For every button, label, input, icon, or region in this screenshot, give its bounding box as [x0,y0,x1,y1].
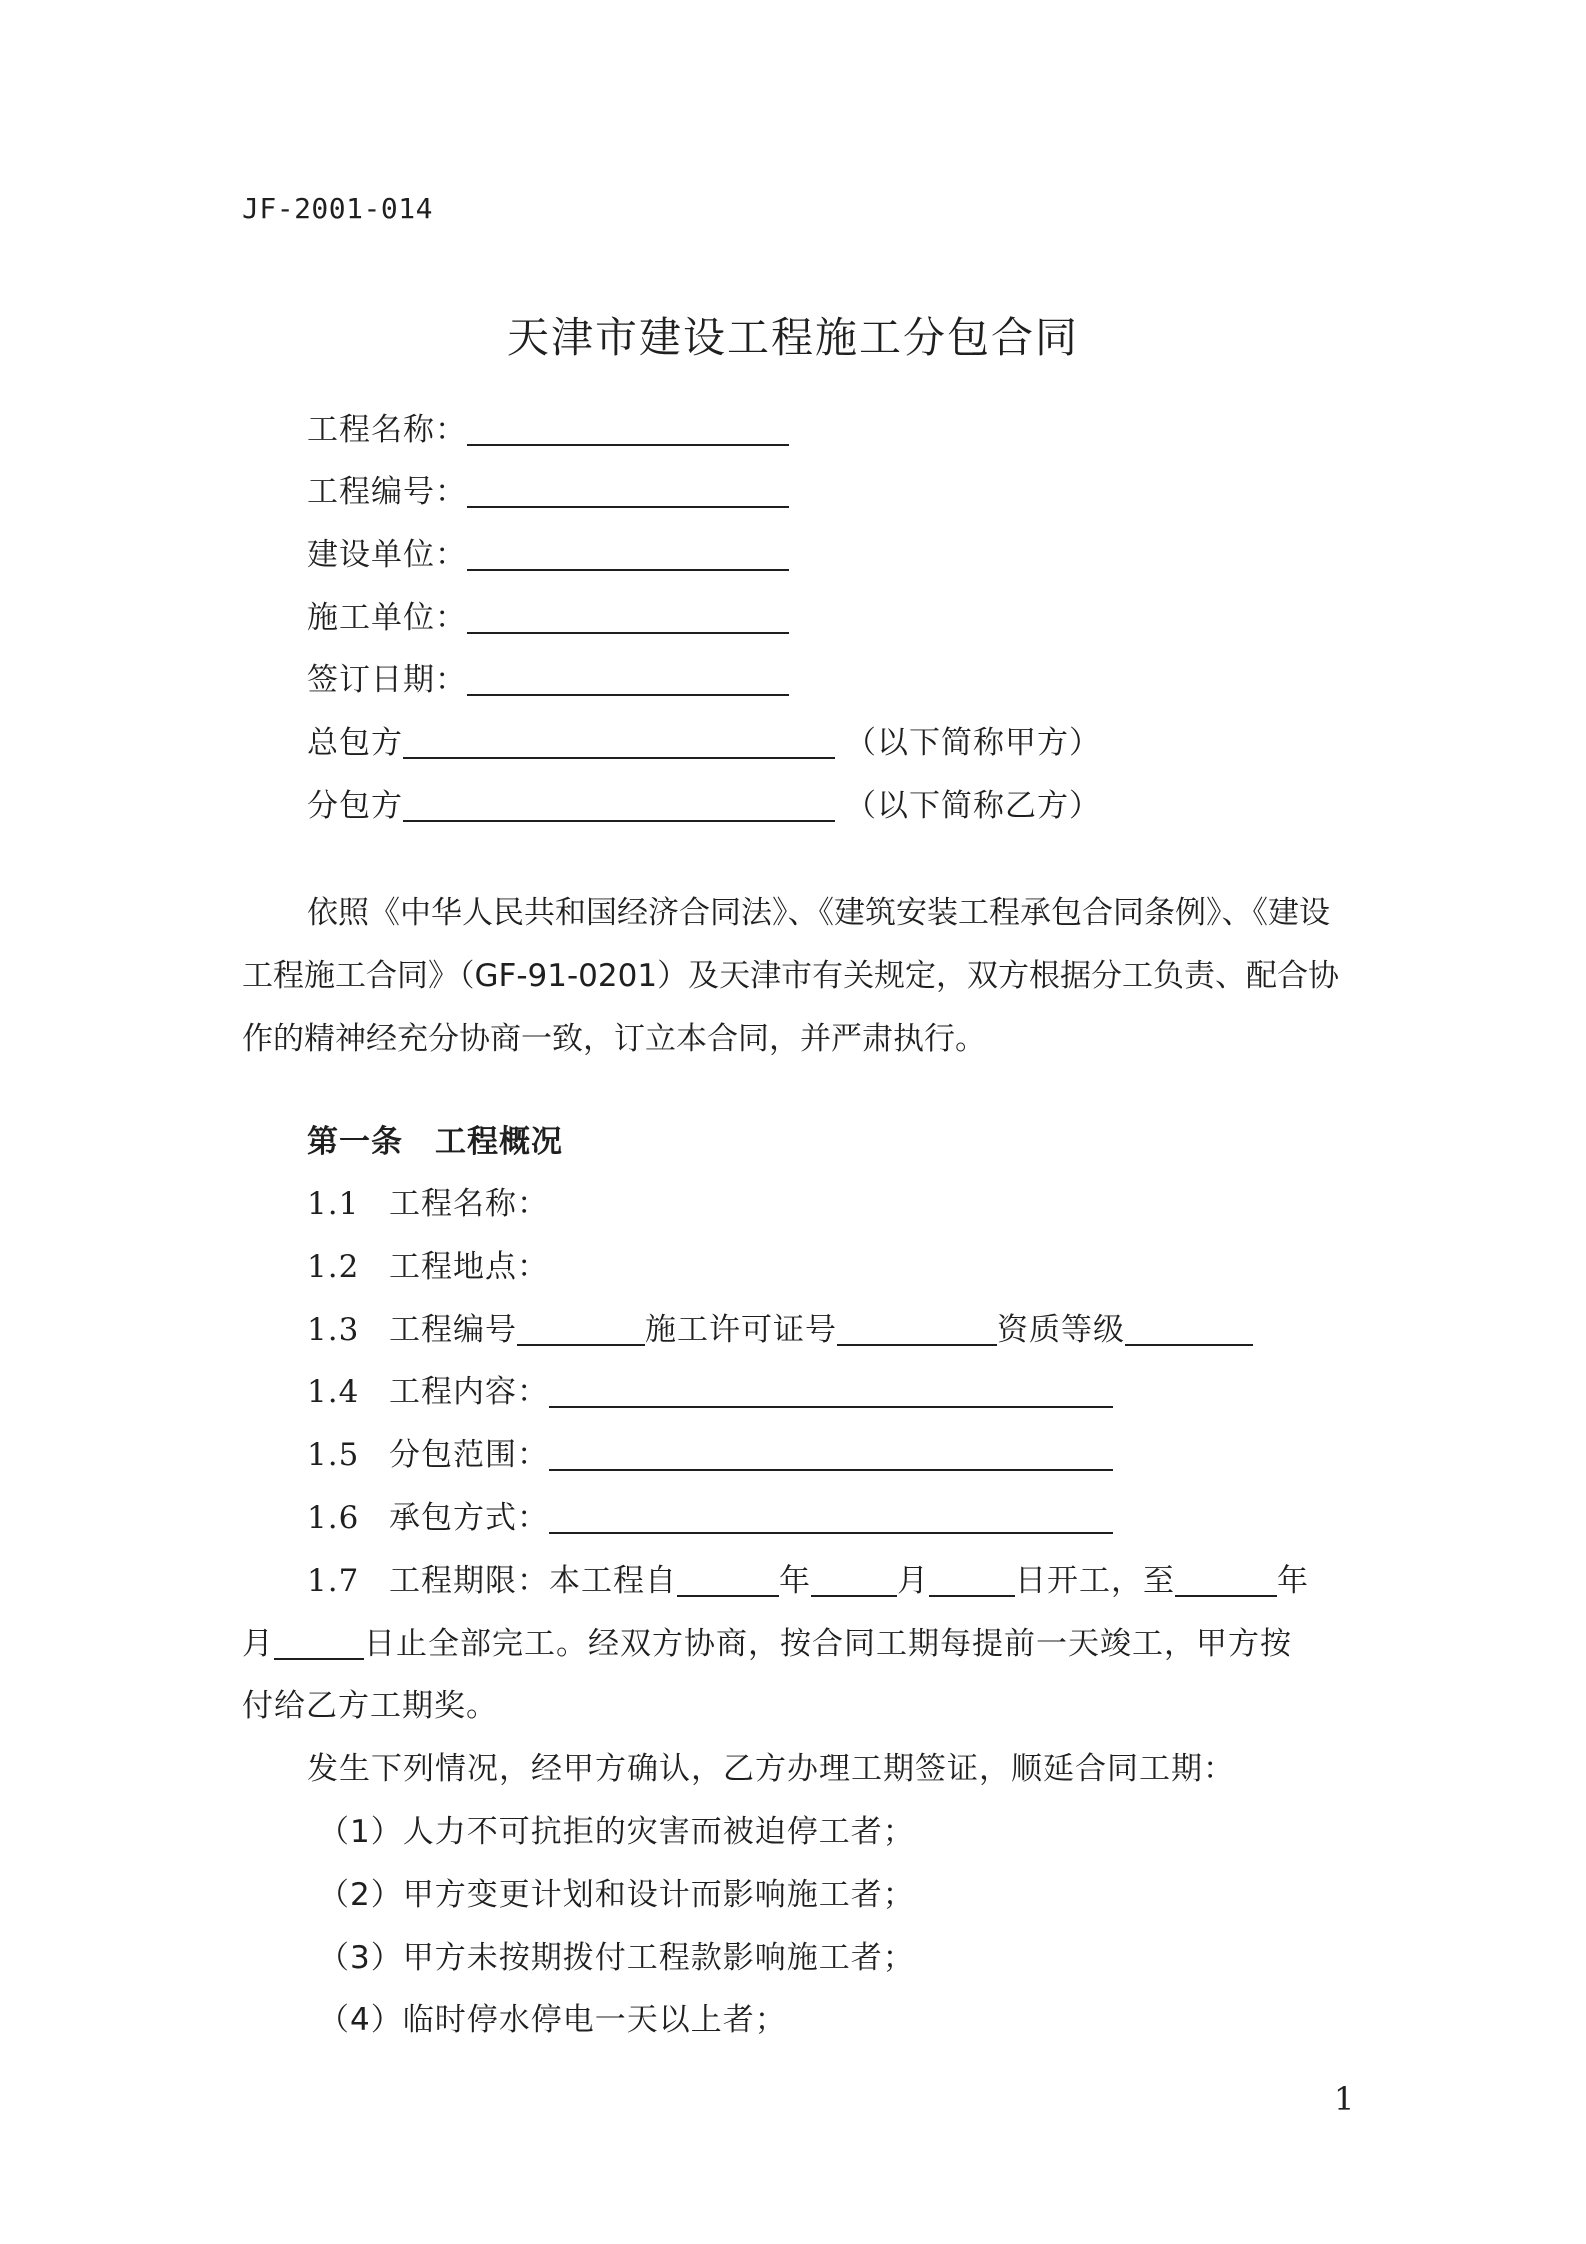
item-label: 工程地点： [389,1249,549,1285]
party-general-contractor [307,721,1101,765]
year-label: 年 [779,1563,811,1599]
cover-field-label: 工程编号： [307,474,467,510]
condition-item: （2）甲方变更计划和设计而影响施工者； [318,1877,915,1913]
item-number: 1.2 [307,1249,360,1285]
article-title: 工程概况 [435,1124,563,1160]
item-1-5 [307,1433,1113,1477]
month-label: 月 [897,1563,929,1599]
blank-line [467,666,789,696]
cover-field-label: 施工单位： [307,600,467,636]
cover-field-construction-unit [307,533,789,577]
party-note: （以下简称乙方） [845,788,1101,824]
item-label: 承包方式： [389,1500,549,1536]
item-1-2 [307,1245,549,1289]
item-1-3 [307,1308,1253,1352]
blank-line [677,1567,779,1597]
item-label: 资质等级 [997,1312,1125,1348]
item-label: 工程编号 [389,1312,517,1348]
condition-item: （3）甲方未按期拨付工程款影响施工者； [318,1940,915,1976]
blank-line [549,1441,1113,1471]
extension-intro: 发生下列情况，经甲方确认，乙方办理工期签证，顺延合同工期： [307,1751,1235,1787]
document-code: JF-2001-014 [242,192,433,225]
article-number: 第一条 [307,1124,403,1160]
blank-line [467,604,789,634]
item-1-4 [307,1370,1113,1414]
item-label: 工程期限：本工程自 [389,1563,677,1599]
preamble-line-1: 依照《中华人民共和国经济合同法》、《建筑安装工程承包合同条例》、《建设 [307,895,1330,931]
year-label: 年 [1277,1563,1309,1599]
article-1-heading [307,1120,563,1164]
item-1-7 [307,1559,1309,1603]
party-label: 总包方 [307,725,403,761]
cover-field-label: 签订日期： [307,662,467,698]
page-number: 1 [1334,2080,1355,2118]
item-number: 1.4 [307,1374,360,1410]
blank-line [274,1630,364,1660]
item-label: 施工许可证号 [645,1312,837,1348]
item-number: 1.3 [307,1312,360,1348]
item-label: 工程内容： [389,1374,549,1410]
item-number: 1.6 [307,1500,360,1536]
blank-line [403,792,835,822]
item-1-7-continued [242,1622,1292,1666]
item-1-1 [307,1182,549,1226]
cover-field-contractor-unit [307,596,789,640]
blank-line [517,1316,645,1346]
blank-line [1125,1316,1253,1346]
preamble-line-2: 工程施工合同》（GF-91-0201）及天津市有关规定，双方根据分工负责、配合协 [242,958,1340,994]
blank-line [467,478,789,508]
contract-title: 天津市建设工程施工分包合同 [506,313,1079,362]
blank-line [467,541,789,571]
item-text: 日止全部完工。经双方协商，按合同工期每提前一天竣工，甲方按 [364,1626,1292,1662]
month-label: 月 [242,1626,274,1662]
blank-line [403,729,835,759]
day-label: 日开工，至 [1015,1563,1175,1599]
item-number: 1.1 [307,1186,360,1222]
item-1-7-continued-2: 付给乙方工期奖。 [242,1688,498,1724]
condition-item: （1）人力不可抗拒的灾害而被迫停工者； [318,1814,915,1850]
cover-field-project-name [307,408,789,452]
item-number: 1.7 [307,1563,360,1599]
party-note: （以下简称甲方） [845,725,1101,761]
blank-line [467,416,789,446]
item-number: 1.5 [307,1437,360,1473]
party-label: 分包方 [307,788,403,824]
cover-field-label: 建设单位： [307,537,467,573]
blank-line [929,1567,1015,1597]
item-1-6 [307,1496,1113,1540]
preamble-line-3: 作的精神经充分协商一致，订立本合同，并严肃执行。 [242,1021,986,1057]
cover-field-project-number [307,470,789,514]
blank-line [549,1504,1113,1534]
item-label: 分包范围： [389,1437,549,1473]
condition-item: （4）临时停水停电一天以上者； [318,2002,787,2038]
blank-line [811,1567,897,1597]
blank-line [549,1378,1113,1408]
party-subcontractor [307,784,1101,828]
blank-line [1175,1567,1277,1597]
blank-line [837,1316,997,1346]
cover-field-signing-date [307,658,789,702]
cover-field-label: 工程名称： [307,412,467,448]
item-label: 工程名称： [389,1186,549,1222]
